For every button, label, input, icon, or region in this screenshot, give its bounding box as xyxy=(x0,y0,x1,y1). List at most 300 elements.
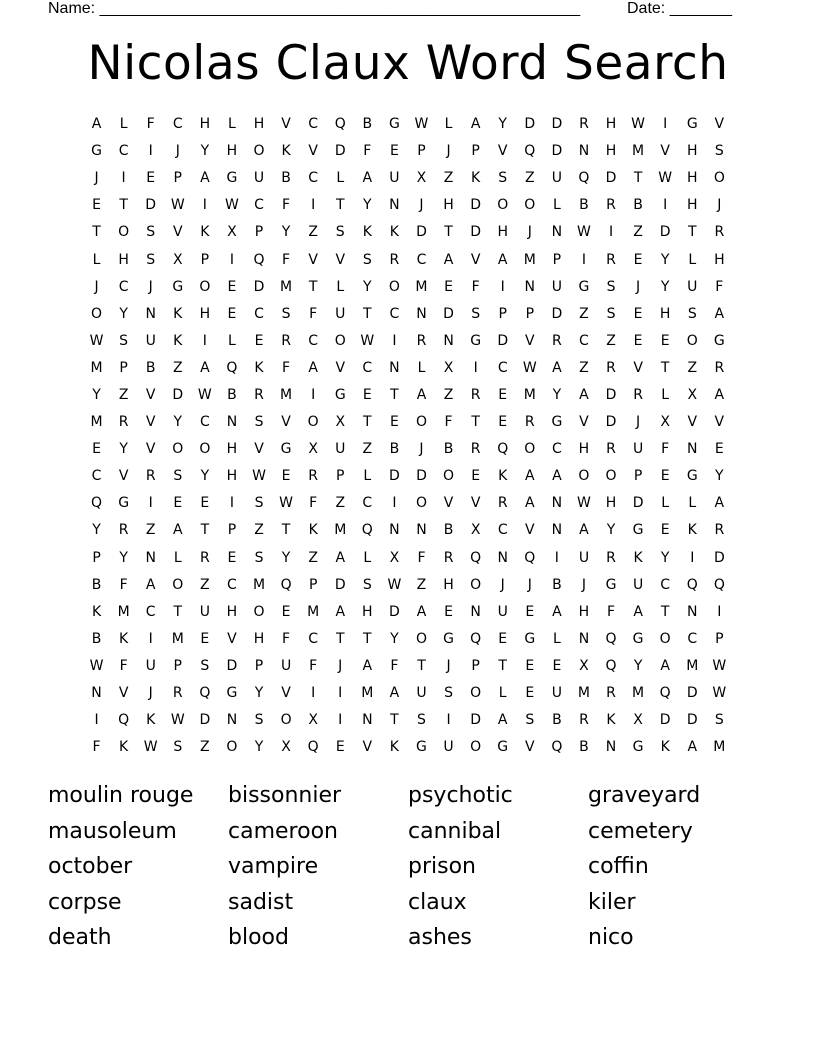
grid-letter[interactable]: I xyxy=(392,332,397,349)
grid-letter[interactable]: J xyxy=(94,170,99,187)
grid-letter[interactable]: Y xyxy=(363,278,372,295)
grid-letter[interactable]: V xyxy=(118,468,129,485)
grid-letter[interactable]: Y xyxy=(119,305,128,322)
grid-letter[interactable]: X xyxy=(660,414,670,431)
grid-letter[interactable]: X xyxy=(579,657,589,674)
grid-letter[interactable]: D xyxy=(551,143,563,160)
grid-letter[interactable]: F xyxy=(417,549,426,566)
grid-letter[interactable]: P xyxy=(552,251,562,268)
grid-letter[interactable]: A xyxy=(145,576,156,593)
grid-letter[interactable]: V xyxy=(470,495,481,512)
grid-letter[interactable]: M xyxy=(632,685,645,702)
grid-letter[interactable]: V xyxy=(118,685,129,702)
grid-letter[interactable]: Y xyxy=(119,549,128,566)
grid-letter[interactable]: R xyxy=(172,685,183,702)
grid-letter[interactable]: B xyxy=(633,197,643,214)
grid-letter[interactable]: M xyxy=(415,278,428,295)
grid-letter[interactable]: K xyxy=(119,739,129,756)
grid-letter[interactable]: L xyxy=(498,685,507,702)
grid-letter[interactable]: I xyxy=(311,386,316,403)
grid-letter[interactable]: E xyxy=(227,278,237,295)
grid-letter[interactable]: S xyxy=(254,414,264,431)
grid-letter[interactable]: H xyxy=(714,251,725,268)
grid-letter[interactable]: Q xyxy=(605,657,617,674)
grid-letter[interactable]: R xyxy=(118,414,129,431)
grid-letter[interactable]: O xyxy=(388,278,400,295)
grid-letter[interactable]: H xyxy=(605,143,617,160)
grid-letter[interactable]: S xyxy=(362,251,372,268)
grid-letter[interactable]: V xyxy=(281,414,291,431)
grid-letter[interactable]: A xyxy=(714,495,725,512)
grid-letter[interactable]: R xyxy=(633,386,643,403)
grid-letter[interactable]: K xyxy=(281,143,291,160)
grid-letter[interactable]: I xyxy=(202,332,207,349)
grid-letter[interactable]: J xyxy=(527,224,532,241)
grid-letter[interactable]: O xyxy=(470,576,482,593)
grid-letter[interactable]: G xyxy=(578,278,590,295)
grid-letter[interactable]: O xyxy=(497,197,509,214)
grid-letter[interactable]: F xyxy=(444,414,453,431)
grid-letter[interactable]: R xyxy=(606,685,616,702)
grid-letter[interactable]: Q xyxy=(524,143,536,160)
grid-letter[interactable]: A xyxy=(660,657,670,674)
grid-letter[interactable]: S xyxy=(146,251,156,268)
grid-letter[interactable]: I xyxy=(554,549,559,566)
grid-letter[interactable]: B xyxy=(145,359,156,376)
grid-letter[interactable]: R xyxy=(470,386,481,403)
grid-letter[interactable]: Q xyxy=(470,630,482,647)
grid-letter[interactable]: G xyxy=(605,576,617,593)
grid-letter[interactable]: D xyxy=(416,468,427,485)
grid-letter[interactable]: G xyxy=(172,278,184,295)
grid-letter[interactable]: T xyxy=(417,657,426,674)
grid-letter[interactable]: E xyxy=(525,685,535,702)
grid-letter[interactable]: W xyxy=(387,576,402,593)
grid-letter[interactable]: Y xyxy=(660,278,670,295)
grid-letter[interactable]: P xyxy=(119,359,128,376)
grid-letter[interactable]: J xyxy=(175,143,180,160)
grid-letter[interactable]: T xyxy=(660,359,670,376)
grid-letter[interactable]: J xyxy=(527,576,532,593)
grid-letter[interactable]: O xyxy=(91,305,103,322)
grid-letter[interactable]: O xyxy=(226,739,238,756)
grid-letter[interactable]: C xyxy=(308,332,319,349)
grid-letter[interactable]: P xyxy=(200,251,210,268)
grid-letter[interactable]: P xyxy=(633,468,643,485)
grid-letter[interactable]: L xyxy=(661,495,670,512)
grid-letter[interactable]: O xyxy=(605,468,617,485)
grid-letter[interactable]: I xyxy=(717,603,722,620)
grid-letter[interactable]: B xyxy=(281,170,291,187)
grid-letter[interactable]: S xyxy=(471,305,481,322)
grid-letter[interactable]: N xyxy=(524,278,536,295)
grid-letter[interactable]: G xyxy=(226,170,238,187)
grid-letter[interactable]: O xyxy=(307,414,319,431)
grid-letter[interactable]: G xyxy=(686,468,698,485)
grid-letter[interactable]: O xyxy=(334,332,346,349)
grid-letter[interactable]: M xyxy=(686,657,699,674)
grid-letter[interactable]: A xyxy=(416,386,427,403)
grid-letter[interactable]: K xyxy=(119,630,129,647)
grid-letter[interactable]: D xyxy=(470,197,482,214)
grid-letter[interactable]: H xyxy=(686,143,698,160)
grid-letter[interactable]: F xyxy=(92,739,101,756)
grid-letter[interactable]: O xyxy=(253,603,265,620)
grid-letter[interactable]: L xyxy=(92,251,101,268)
grid-letter[interactable]: N xyxy=(687,441,698,458)
grid-letter[interactable]: E xyxy=(281,603,291,620)
grid-letter[interactable]: W xyxy=(712,685,727,702)
grid-letter[interactable]: O xyxy=(118,224,130,241)
grid-letter[interactable]: L xyxy=(228,116,236,133)
grid-letter[interactable]: Z xyxy=(308,549,318,566)
grid-letter[interactable]: Y xyxy=(498,116,507,133)
grid-letter[interactable]: E xyxy=(389,414,399,431)
grid-letter[interactable]: B xyxy=(227,386,237,403)
grid-letter[interactable]: C xyxy=(362,495,373,512)
grid-letter[interactable]: S xyxy=(444,685,453,702)
grid-letter[interactable]: A xyxy=(497,251,508,268)
grid-letter[interactable]: G xyxy=(388,116,400,133)
grid-letter[interactable]: V xyxy=(525,332,535,349)
grid-letter[interactable]: C xyxy=(362,359,373,376)
grid-letter[interactable]: V xyxy=(687,414,698,431)
grid-letter[interactable]: N xyxy=(145,305,156,322)
grid-letter[interactable]: N xyxy=(416,522,427,539)
grid-letter[interactable]: J xyxy=(636,414,641,431)
grid-letter[interactable]: T xyxy=(363,305,372,322)
grid-letter[interactable]: D xyxy=(497,332,509,349)
grid-letter[interactable]: C xyxy=(227,576,237,593)
grid-letter[interactable]: L xyxy=(661,386,670,403)
grid-letter[interactable]: T xyxy=(92,224,101,241)
grid-letter[interactable]: U xyxy=(632,576,644,593)
grid-letter[interactable]: E xyxy=(146,170,156,187)
grid-letter[interactable]: Y xyxy=(200,468,210,485)
grid-letter[interactable]: E xyxy=(660,468,670,485)
grid-letter[interactable]: P xyxy=(471,143,480,160)
grid-letter[interactable]: C xyxy=(308,630,319,647)
grid-letter[interactable]: N xyxy=(578,143,590,160)
grid-letter[interactable]: P xyxy=(417,143,426,160)
grid-letter[interactable]: Y xyxy=(660,251,670,268)
grid-letter[interactable]: A xyxy=(443,251,454,268)
grid-letter[interactable]: H xyxy=(253,116,265,133)
grid-letter[interactable]: K xyxy=(173,332,183,349)
grid-letter[interactable]: D xyxy=(551,116,563,133)
grid-letter[interactable]: K xyxy=(254,359,264,376)
grid-letter[interactable]: X xyxy=(389,549,400,566)
grid-letter[interactable]: D xyxy=(686,685,698,702)
grid-letter[interactable]: S xyxy=(417,712,426,729)
grid-letter[interactable]: R xyxy=(281,332,291,349)
grid-letter[interactable]: T xyxy=(200,522,210,539)
grid-letter[interactable]: X xyxy=(687,386,698,403)
grid-letter[interactable]: F xyxy=(309,305,318,322)
grid-letter[interactable]: F xyxy=(309,657,318,674)
grid-letter[interactable]: M xyxy=(117,603,130,620)
grid-letter[interactable]: O xyxy=(172,576,184,593)
grid-letter[interactable]: M xyxy=(90,414,103,431)
grid-letter[interactable]: V xyxy=(281,116,291,133)
grid-letter[interactable]: U xyxy=(389,170,400,187)
grid-letter[interactable]: W xyxy=(577,495,591,512)
grid-letter[interactable]: Y xyxy=(92,522,101,539)
grid-letter[interactable]: U xyxy=(551,685,562,702)
grid-letter[interactable]: L xyxy=(688,251,697,268)
grid-letter[interactable]: H xyxy=(253,630,265,647)
grid-letter[interactable]: U xyxy=(199,603,210,620)
grid-letter[interactable]: U xyxy=(335,305,346,322)
grid-letter[interactable]: A xyxy=(362,657,373,674)
grid-letter[interactable]: R xyxy=(145,468,156,485)
grid-letter[interactable]: I xyxy=(229,495,234,512)
grid-letter[interactable]: W xyxy=(170,712,185,729)
grid-letter[interactable]: U xyxy=(551,170,562,187)
grid-letter[interactable]: A xyxy=(552,468,562,485)
grid-letter[interactable]: Y xyxy=(281,224,291,241)
grid-letter[interactable]: V xyxy=(145,386,156,403)
grid-letter[interactable]: D xyxy=(686,712,698,729)
grid-letter[interactable]: V xyxy=(525,739,535,756)
grid-letter[interactable]: V xyxy=(227,630,237,647)
grid-letter[interactable]: K xyxy=(633,549,643,566)
grid-letter[interactable]: S xyxy=(119,332,129,349)
grid-letter[interactable]: A xyxy=(714,305,725,322)
grid-letter[interactable]: Q xyxy=(659,685,671,702)
grid-letter[interactable]: H xyxy=(226,441,238,458)
grid-letter[interactable]: R xyxy=(524,414,535,431)
grid-letter[interactable]: V xyxy=(308,251,318,268)
grid-letter[interactable]: P xyxy=(173,170,182,187)
grid-letter[interactable]: D xyxy=(470,712,482,729)
grid-letter[interactable]: X xyxy=(470,522,481,539)
grid-letter[interactable]: P xyxy=(336,468,345,485)
grid-letter[interactable]: I xyxy=(338,712,343,729)
grid-letter[interactable]: I xyxy=(473,359,478,376)
grid-letter[interactable]: Q xyxy=(307,739,319,756)
grid-letter[interactable]: Y xyxy=(606,522,616,539)
grid-letter[interactable]: X xyxy=(308,712,318,729)
grid-letter[interactable]: M xyxy=(90,359,103,376)
grid-letter[interactable]: R xyxy=(443,549,454,566)
grid-letter[interactable]: X xyxy=(335,414,346,431)
grid-letter[interactable]: H xyxy=(118,251,129,268)
grid-letter[interactable]: R xyxy=(470,441,481,458)
grid-letter[interactable]: H xyxy=(226,468,238,485)
grid-letter[interactable]: Q xyxy=(118,712,130,729)
grid-letter[interactable]: E xyxy=(200,630,210,647)
grid-letter[interactable]: R xyxy=(606,441,616,458)
grid-letter[interactable]: D xyxy=(145,197,157,214)
grid-letter[interactable]: T xyxy=(660,603,670,620)
grid-letter[interactable]: I xyxy=(148,630,153,647)
grid-letter[interactable]: S xyxy=(498,170,508,187)
grid-letter[interactable]: I xyxy=(663,197,668,214)
grid-letter[interactable]: M xyxy=(334,522,347,539)
grid-letter[interactable]: D xyxy=(416,224,427,241)
grid-letter[interactable]: E xyxy=(335,739,345,756)
grid-letter[interactable]: K xyxy=(200,224,210,241)
grid-letter[interactable]: Z xyxy=(633,224,643,241)
grid-letter[interactable]: S xyxy=(606,278,616,295)
grid-letter[interactable]: N xyxy=(389,522,400,539)
grid-letter[interactable]: E xyxy=(660,332,670,349)
grid-letter[interactable]: E xyxy=(227,549,237,566)
grid-letter[interactable]: B xyxy=(443,522,454,539)
grid-letter[interactable]: V xyxy=(714,414,725,431)
grid-letter[interactable]: U xyxy=(416,685,427,702)
grid-letter[interactable]: O xyxy=(524,441,536,458)
grid-letter[interactable]: O xyxy=(524,197,536,214)
grid-letter[interactable]: Y xyxy=(92,386,101,403)
grid-letter[interactable]: N xyxy=(551,224,563,241)
grid-letter[interactable]: R xyxy=(254,386,264,403)
grid-letter[interactable]: O xyxy=(199,278,211,295)
grid-letter[interactable]: V xyxy=(172,224,183,241)
grid-letter[interactable]: G xyxy=(470,332,482,349)
grid-letter[interactable]: Z xyxy=(200,576,210,593)
grid-letter[interactable]: Q xyxy=(334,116,346,133)
grid-letter[interactable]: R xyxy=(416,332,427,349)
grid-letter[interactable]: E xyxy=(498,386,508,403)
grid-letter[interactable]: C xyxy=(308,116,319,133)
grid-letter[interactable]: K xyxy=(362,224,372,241)
grid-letter[interactable]: V xyxy=(525,522,535,539)
grid-letter[interactable]: R xyxy=(606,251,616,268)
grid-letter[interactable]: Q xyxy=(91,495,103,512)
grid-letter[interactable]: N xyxy=(497,549,508,566)
grid-letter[interactable]: O xyxy=(470,739,482,756)
grid-letter[interactable]: K xyxy=(471,170,481,187)
grid-letter[interactable]: O xyxy=(443,468,455,485)
grid-letter[interactable]: M xyxy=(361,685,374,702)
grid-letter[interactable]: Z xyxy=(362,441,373,458)
grid-letter[interactable]: V xyxy=(281,685,291,702)
grid-letter[interactable]: D xyxy=(713,549,725,566)
grid-letter[interactable]: S xyxy=(335,224,345,241)
grid-letter[interactable]: N xyxy=(362,712,373,729)
grid-letter[interactable]: R xyxy=(552,332,562,349)
grid-letter[interactable]: D xyxy=(172,386,184,403)
grid-letter[interactable]: U xyxy=(145,332,156,349)
grid-letter[interactable]: I xyxy=(311,685,316,702)
grid-letter[interactable]: I xyxy=(338,685,343,702)
grid-letter[interactable]: V xyxy=(633,359,643,376)
grid-letter[interactable]: Z xyxy=(687,359,698,376)
grid-letter[interactable]: Z xyxy=(416,576,427,593)
grid-letter[interactable]: C xyxy=(254,197,264,214)
grid-letter[interactable]: S xyxy=(254,549,264,566)
grid-letter[interactable]: Y xyxy=(660,549,670,566)
grid-letter[interactable]: V xyxy=(145,441,156,458)
grid-letter[interactable]: V xyxy=(497,143,508,160)
grid-letter[interactable]: A xyxy=(389,685,400,702)
grid-letter[interactable]: R xyxy=(606,197,616,214)
grid-letter[interactable]: L xyxy=(363,468,372,485)
grid-letter[interactable]: G xyxy=(686,116,698,133)
grid-letter[interactable]: D xyxy=(470,224,482,241)
grid-letter[interactable]: G xyxy=(632,630,644,647)
grid-letter[interactable]: Z xyxy=(606,332,616,349)
grid-letter[interactable]: G xyxy=(443,630,454,647)
grid-letter[interactable]: N xyxy=(389,197,400,214)
grid-letter[interactable]: T xyxy=(633,170,643,187)
grid-letter[interactable]: F xyxy=(390,657,399,674)
grid-letter[interactable]: Z xyxy=(579,305,589,322)
grid-letter[interactable]: H xyxy=(226,603,238,620)
grid-letter[interactable]: L xyxy=(552,197,561,214)
grid-letter[interactable]: F xyxy=(282,630,291,647)
grid-letter[interactable]: E xyxy=(525,657,535,674)
grid-letter[interactable]: Z xyxy=(254,522,264,539)
grid-letter[interactable]: Q xyxy=(497,441,509,458)
grid-letter[interactable]: E xyxy=(200,495,210,512)
grid-letter[interactable]: O xyxy=(659,630,671,647)
grid-letter[interactable]: Y xyxy=(363,197,372,214)
grid-letter[interactable]: W xyxy=(197,386,212,403)
grid-letter[interactable]: R xyxy=(497,495,508,512)
grid-letter[interactable]: G xyxy=(632,739,644,756)
grid-letter[interactable]: E xyxy=(525,603,535,620)
grid-letter[interactable]: W xyxy=(522,359,537,376)
grid-letter[interactable]: B xyxy=(443,441,454,458)
grid-letter[interactable]: E xyxy=(498,630,508,647)
grid-letter[interactable]: P xyxy=(471,657,480,674)
grid-letter[interactable]: V xyxy=(145,414,156,431)
grid-letter[interactable]: O xyxy=(470,685,482,702)
grid-letter[interactable]: E xyxy=(714,441,724,458)
grid-letter[interactable]: V xyxy=(660,143,670,160)
grid-letter[interactable]: A xyxy=(552,603,562,620)
grid-letter[interactable]: W xyxy=(279,495,293,512)
grid-letter[interactable]: Q xyxy=(686,576,698,593)
grid-letter[interactable]: C xyxy=(416,251,427,268)
grid-letter[interactable]: Y xyxy=(173,414,183,431)
grid-letter[interactable]: C xyxy=(497,522,508,539)
grid-letter[interactable]: S xyxy=(146,224,156,241)
grid-letter[interactable]: N xyxy=(551,522,563,539)
grid-letter[interactable]: T xyxy=(471,414,480,431)
grid-letter[interactable]: T xyxy=(173,603,183,620)
grid-letter[interactable]: C xyxy=(308,170,319,187)
grid-letter[interactable]: C xyxy=(497,359,508,376)
grid-letter[interactable]: U xyxy=(443,739,454,756)
grid-letter[interactable]: K xyxy=(660,739,670,756)
grid-letter[interactable]: X xyxy=(443,359,454,376)
grid-letter[interactable]: P xyxy=(227,522,237,539)
grid-letter[interactable]: J xyxy=(94,278,99,295)
grid-letter[interactable]: E xyxy=(227,305,237,322)
grid-letter[interactable]: I xyxy=(446,712,451,729)
grid-letter[interactable]: W xyxy=(658,170,673,187)
grid-letter[interactable]: A xyxy=(497,712,508,729)
grid-letter[interactable]: A xyxy=(335,549,346,566)
grid-letter[interactable]: W xyxy=(143,739,158,756)
grid-letter[interactable]: P xyxy=(308,576,318,593)
grid-letter[interactable]: U xyxy=(497,603,508,620)
grid-letter[interactable]: O xyxy=(172,441,184,458)
grid-letter[interactable]: A xyxy=(91,116,102,133)
grid-letter[interactable]: E xyxy=(281,468,291,485)
grid-letter[interactable]: F xyxy=(282,251,291,268)
grid-letter[interactable]: G xyxy=(280,441,292,458)
grid-letter[interactable]: P xyxy=(715,630,724,647)
grid-letter[interactable]: R xyxy=(606,359,616,376)
grid-letter[interactable]: I xyxy=(608,224,614,241)
grid-letter[interactable]: Z xyxy=(200,739,210,756)
grid-letter[interactable]: F xyxy=(471,278,480,295)
